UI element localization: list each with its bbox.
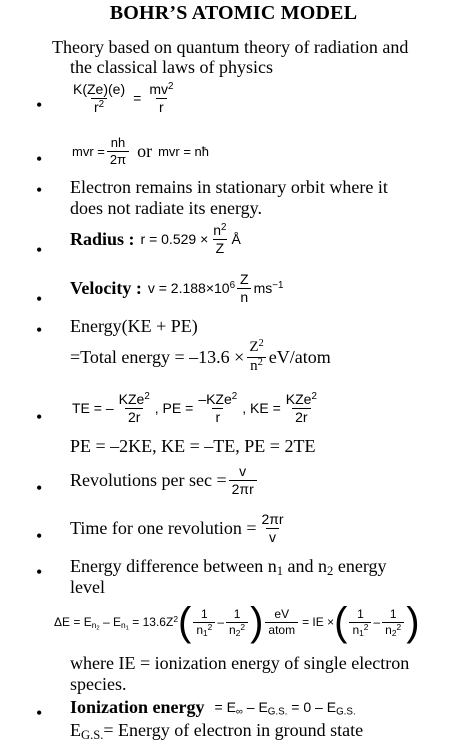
- revolutions-label: Revolutions per sec =: [70, 469, 227, 490]
- fraction: [195, 392, 240, 424]
- energy-diff-line-1: Energy difference between $n_1$ and $n_2$ energy: [70, 556, 387, 579]
- denominator: 2r: [292, 408, 310, 425]
- ionization-formula: [70, 697, 356, 718]
- fraction: [70, 82, 128, 114]
- velocity-formula: [70, 272, 283, 304]
- numerator: KZe$^2$: [285, 391, 317, 407]
- paren-close: ): [250, 600, 264, 644]
- denominator: 2πr: [229, 480, 257, 497]
- energy-diff-formula: [54, 602, 420, 642]
- revolutions-formula: [70, 464, 259, 496]
- fraction: [349, 608, 371, 636]
- paren-close: ): [406, 600, 420, 644]
- numerator: 1: [389, 606, 397, 621]
- energy-relations-formula: [72, 392, 322, 424]
- radius-formula: [70, 223, 241, 255]
- numerator: 1: [233, 606, 241, 621]
- radius-unit: Å: [231, 230, 241, 247]
- bullet: •: [36, 240, 43, 260]
- numerator: $n^2$: [213, 222, 227, 238]
- fraction: [246, 337, 266, 375]
- numerator: $mv^2$: [149, 81, 174, 97]
- denominator: atom: [265, 622, 298, 637]
- numerator: –KZe$^2$: [198, 391, 238, 407]
- minus: –: [217, 614, 225, 629]
- bullet: •: [36, 703, 43, 723]
- force-balance-equation: [68, 82, 178, 114]
- bullet: •: [36, 320, 43, 340]
- energy-unit: eV/atom: [268, 346, 331, 367]
- paren-open: (: [334, 600, 348, 644]
- bullet: •: [36, 407, 43, 427]
- velocity-unit: $ms^{-1}$: [253, 279, 284, 296]
- numerator: 1: [357, 606, 364, 621]
- equals: =: [133, 89, 142, 106]
- numerator: KZe$^2$: [118, 391, 150, 407]
- energy-label: Energy(KE + PE): [70, 316, 198, 336]
- bullet: •: [36, 289, 43, 309]
- numerator: v: [239, 463, 247, 479]
- numerator: $Z^2$: [249, 337, 264, 355]
- ionization-label: Ionization energy: [70, 697, 205, 717]
- velocity-label: Velocity :: [70, 277, 142, 298]
- time-label: Time for one revolution =: [70, 517, 257, 538]
- bullet: •: [36, 562, 43, 582]
- time-formula: [70, 512, 289, 544]
- ie-note-line-1: where IE = ionization energy of single electron: [70, 653, 410, 673]
- velocity-expr: $v = 2.188\times 10^6$: [147, 279, 236, 296]
- denominator: v: [266, 528, 279, 545]
- lhs: mvr =: [72, 143, 105, 159]
- denominator: $n_2^2$: [226, 622, 248, 637]
- denominator: Z: [213, 239, 228, 256]
- ionization-expr: = $E_\infty - E_{G.S.} = 0 - E_{G.S.}$: [214, 699, 356, 718]
- fraction: [382, 608, 404, 636]
- fraction: [116, 392, 153, 424]
- bullet: •: [36, 180, 43, 200]
- intro-line-1: Theory based on quantum theory of radiation and: [52, 37, 409, 57]
- stationary-line-2: does not radiate its energy.: [70, 198, 262, 218]
- paren-open: (: [177, 600, 192, 644]
- or-word: or: [137, 140, 153, 161]
- total-energy-expr: =Total energy = –13.6 ×: [70, 346, 245, 367]
- intro-line-2: the classical laws of physics: [70, 57, 273, 77]
- denominator: 2r: [125, 408, 143, 425]
- numerator: eV: [274, 606, 290, 621]
- ie-expr: = IE ×: [302, 614, 335, 629]
- bullet: •: [36, 526, 43, 546]
- bullet: •: [36, 149, 43, 169]
- pe-lhs: , PE =: [154, 399, 194, 416]
- denominator: $r^2$: [91, 98, 107, 115]
- angular-momentum-equation: [72, 136, 209, 166]
- numerator: K(Ze)(e): [73, 81, 126, 97]
- denominator: $n_1^2$: [193, 622, 215, 637]
- page-title: BOHR’S ATOMIC MODEL: [109, 2, 358, 24]
- stationary-line-1: Electron remains in stationary orbit where it: [70, 177, 388, 197]
- denominator: r: [156, 98, 167, 115]
- fraction: [237, 272, 252, 304]
- numerator: nh: [110, 135, 126, 150]
- fraction: [283, 392, 320, 424]
- energy-diff-line-2: level: [70, 577, 105, 597]
- rhs: mvr = nħ: [158, 143, 210, 159]
- energy-relation-line: PE = –2KE, KE = –TE, PE = 2TE: [70, 436, 316, 456]
- fraction: [193, 608, 215, 636]
- te-lhs: TE = –: [72, 399, 114, 416]
- fraction: [146, 82, 176, 114]
- fraction: [107, 136, 129, 166]
- minus: –: [373, 614, 381, 629]
- denominator: n: [237, 288, 251, 305]
- numerator: 2πr: [261, 511, 284, 527]
- delta-e: $\Delta E = E_{n_2} - E_{n_1} = 13.6Z^2$: [54, 613, 178, 632]
- fraction: [265, 608, 298, 636]
- denominator: $n^2$: [247, 357, 266, 375]
- bullet: •: [36, 478, 43, 498]
- fraction: [229, 464, 257, 496]
- fraction: [258, 512, 286, 544]
- fraction: [226, 608, 248, 636]
- numerator: Z: [240, 271, 249, 287]
- numerator: 1: [200, 606, 208, 621]
- denominator: $n_2^2$: [382, 622, 404, 637]
- ground-state-note: $E_{G.S.}=$ Energy of electron in ground state: [70, 720, 364, 743]
- denominator: $n_1^2$: [349, 622, 371, 637]
- radius-label: Radius :: [70, 228, 135, 249]
- radius-expr: r = 0.529 ×: [140, 230, 209, 247]
- ke-lhs: , KE =: [242, 399, 281, 416]
- denominator: r: [212, 408, 223, 425]
- total-energy-formula: [70, 337, 331, 375]
- bullet: •: [36, 95, 43, 115]
- ie-note-line-2: species.: [70, 674, 127, 694]
- fraction: [210, 223, 229, 255]
- denominator: 2π: [107, 151, 129, 167]
